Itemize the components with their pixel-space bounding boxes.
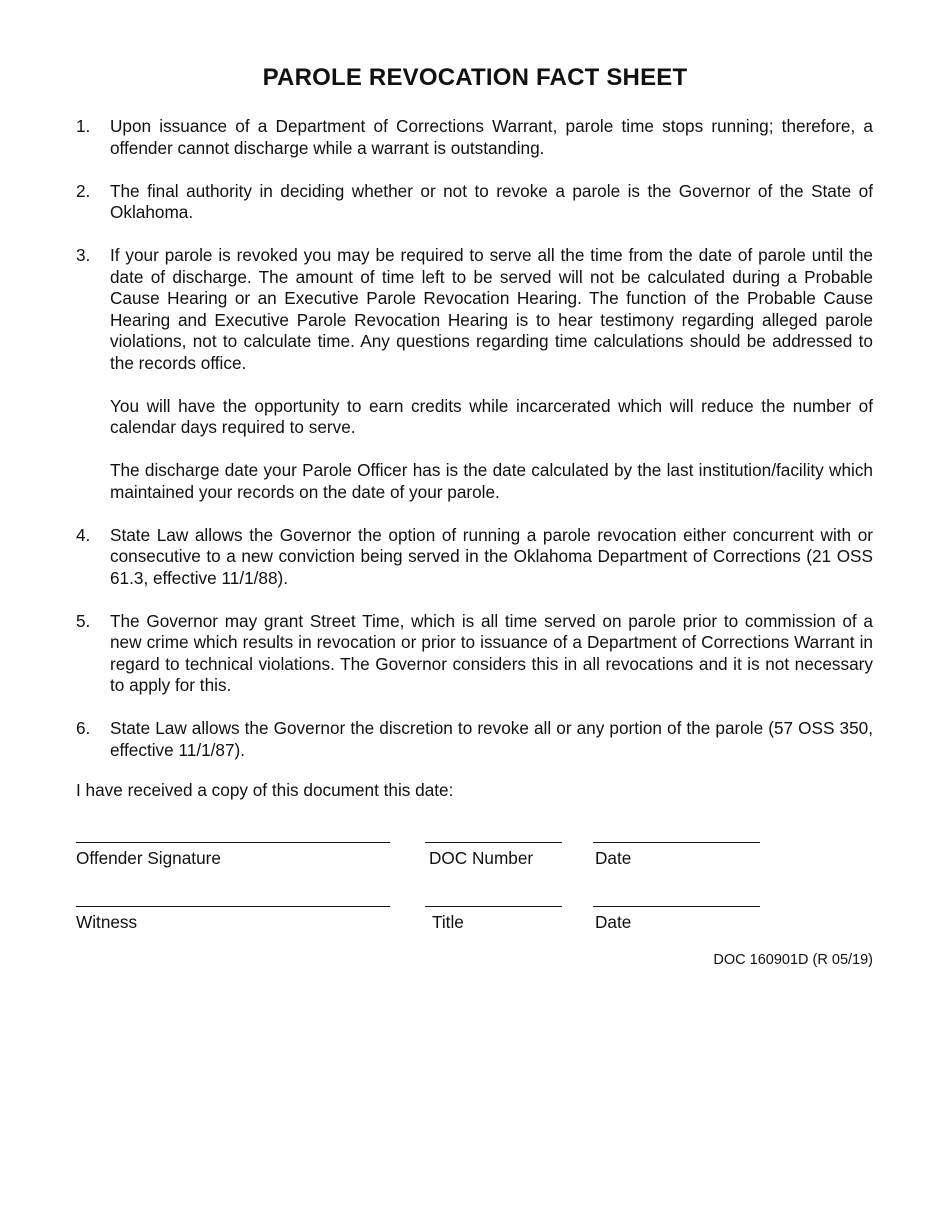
form-number: DOC 160901D (R 05/19)	[713, 952, 873, 968]
item-text: State Law allows the Governor the discretion to revoke all or any portion of the parole (57 OSS 350, effective 11/1/87).	[110, 718, 873, 760]
signature-row-witness	[0, 906, 950, 956]
doc-number-line[interactable]	[425, 842, 562, 843]
list-item	[76, 611, 873, 697]
signature-row-offender	[0, 842, 950, 892]
offender-date-label: Date	[595, 848, 632, 868]
list-item	[76, 245, 873, 503]
offender-signature-line[interactable]	[76, 842, 390, 843]
item-number: 2.	[76, 180, 91, 201]
offender-date-line[interactable]	[593, 842, 760, 843]
list-item	[76, 718, 873, 761]
item-number: 3.	[76, 245, 91, 265]
list-item	[76, 116, 873, 159]
item-number: 6.	[76, 718, 91, 738]
item-text: If your parole is revoked you may be required to serve all the time from the date of parole until the date of discharge. The amount of time left to be served will not be calculated during a Probable Cause Hearing or an Executive Parole Revocation Hearing. The function of the Probable Cause Hearing and Executive Parole Revocation Hearing is to hear testimony regarding alleged parole violations, not to calculate time. Any questions regarding time calculations should be addressed to the records office.	[110, 245, 873, 373]
doc-number-label: DOC Number	[429, 848, 534, 868]
witness-signature-line[interactable]	[76, 906, 390, 907]
item-text: The final authority in deciding whether or not to revoke a parole is the Governor of the State of Oklahoma.	[110, 180, 873, 222]
item-text: The Governor may grant Street Time, which is all time served on parole prior to commission of a new crime which results in revocation or prior to issuance of a Department of Corrections Warrant in regard to technical violations. The Governor considers this in all revocations and it is not necessary to apply for this.	[110, 610, 873, 695]
witness-label: Witness	[76, 912, 138, 932]
offender-signature-label: Offender Signature	[76, 848, 221, 868]
witness-date-line[interactable]	[593, 906, 760, 907]
item-number: 4.	[76, 524, 91, 545]
witness-date-label: Date	[595, 912, 632, 932]
item-text: The discharge date your Parole Officer has is the date calculated by the last institution/facility which maintained your records on the date of your parole.	[110, 460, 873, 502]
list-item	[76, 181, 873, 224]
list-item	[76, 525, 873, 590]
item-text: Upon issuance of a Department of Corrections Warrant, parole time stops running; therefore, a offender cannot discharge while a warrant is outstanding.	[110, 116, 873, 158]
item-number: 1.	[76, 116, 91, 136]
title-label: Title	[432, 912, 464, 932]
document-title: PAROLE REVOCATION FACT SHEET	[262, 64, 688, 91]
item-text: State Law allows the Governor the option of running a parole revocation either concurrent with or consecutive to a new conviction being served in the Oklahoma Department of Corrections (21 OSS 61.3, effective 11/1/88).	[110, 524, 873, 588]
item-text: You will have the opportunity to earn credits while incarcerated which will reduce the number of calendar days required to serve.	[110, 395, 873, 437]
title-line[interactable]	[425, 906, 562, 907]
received-statement: I have received a copy of this document this date:	[76, 780, 454, 800]
fact-list	[76, 116, 873, 783]
item-number: 5.	[76, 610, 91, 631]
